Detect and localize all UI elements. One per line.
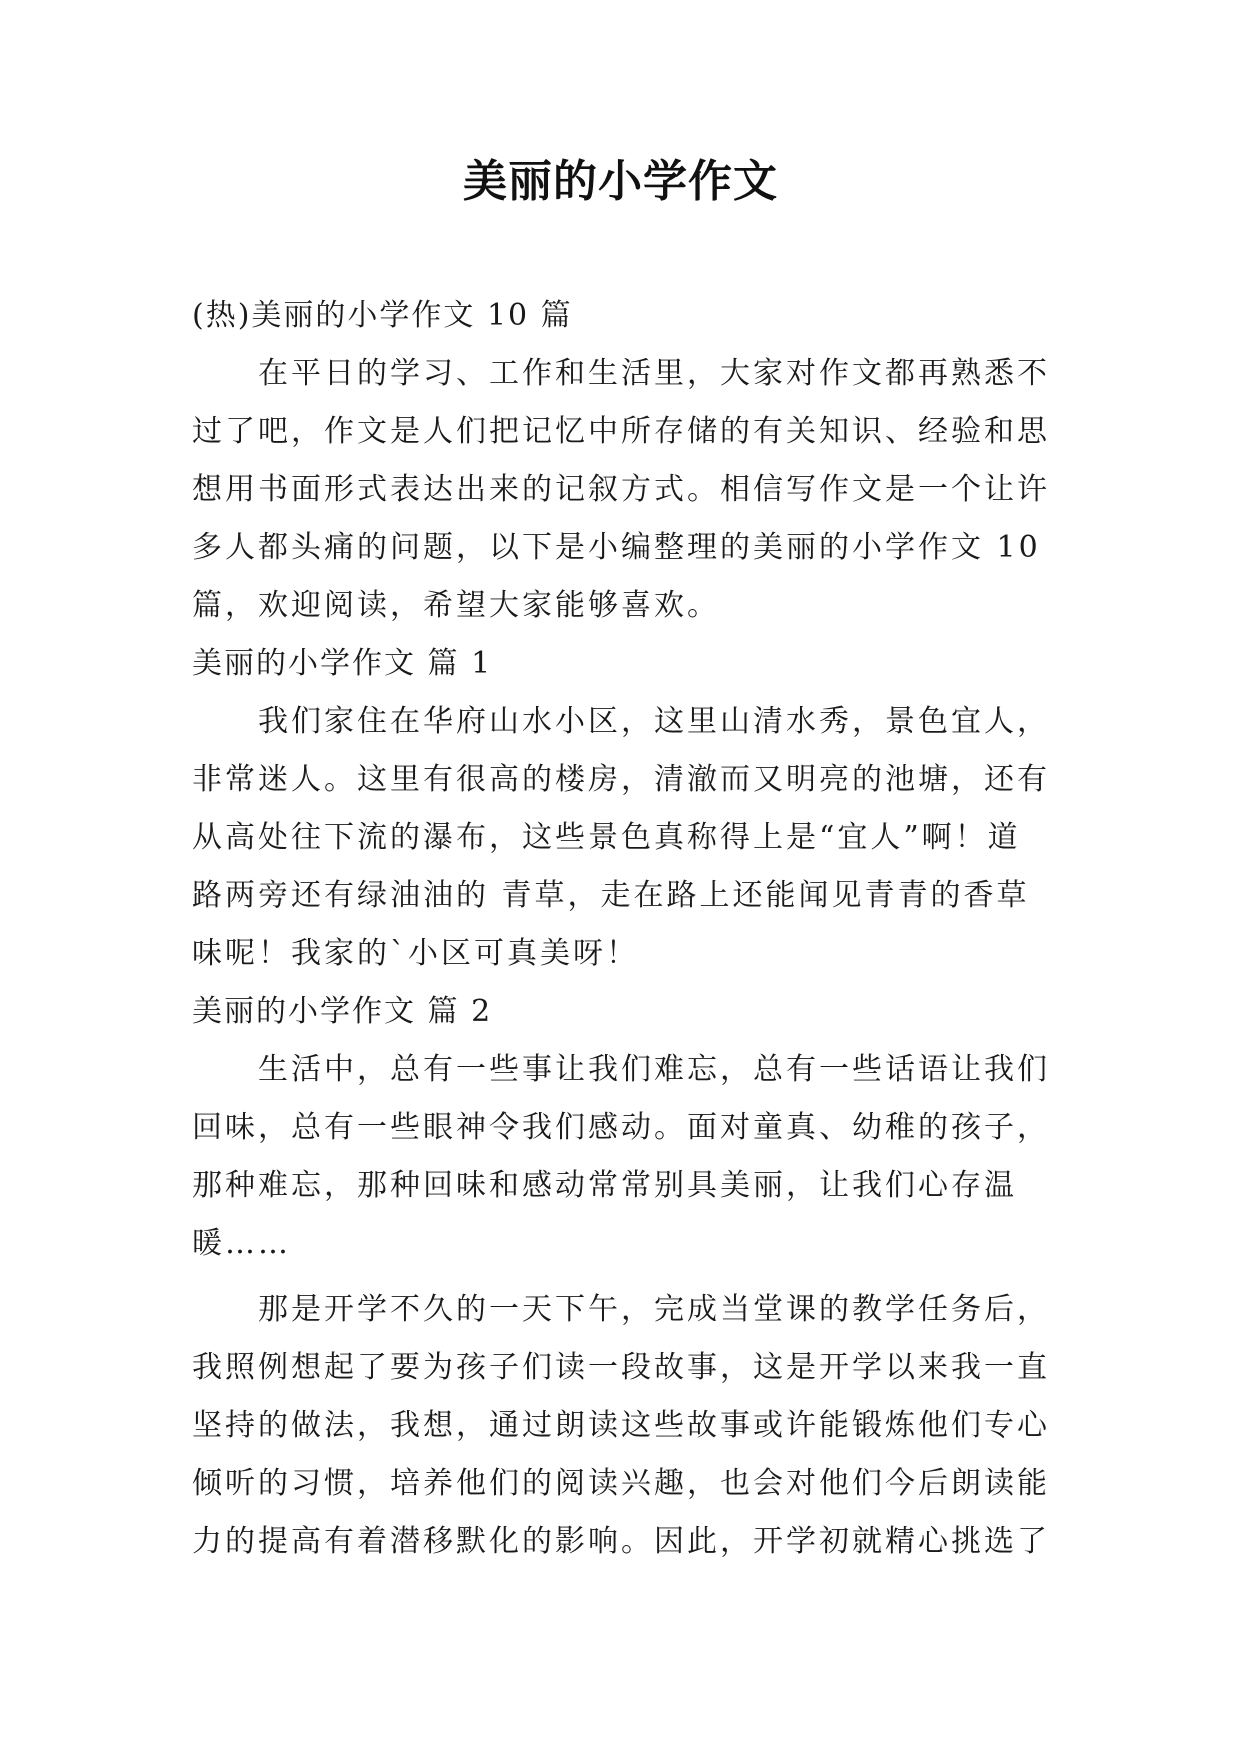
section-1-line: 味呢！我家的`小区可真美呀！ xyxy=(192,936,639,971)
section-2-line: 坚持的做法，我想，通过朗读这些故事或许能锻炼他们专心 xyxy=(192,1408,1050,1443)
section-1-line: 非常迷人。这里有很高的楼房，清澈而又明亮的池塘，还有 xyxy=(192,762,1050,797)
section-heading-2: 美丽的小学作文 篇 2 xyxy=(192,994,493,1029)
intro-line: 在平日的学习、工作和生活里，大家对作文都再熟悉不 xyxy=(192,356,1050,391)
section-2-line: 力的提高有着潜移默化的影响。因此，开学初就精心挑选了 xyxy=(192,1524,1050,1559)
paragraph-spacer xyxy=(192,1273,1050,1281)
section-2-line: 暖…… xyxy=(192,1226,291,1261)
section-2-line: 那种难忘，那种回味和感动常常别具美丽，让我们心存温 xyxy=(192,1168,1017,1203)
section-2-line: 我照例想起了要为孩子们读一段故事，这是开学以来我一直 xyxy=(192,1350,1050,1385)
document-body xyxy=(192,287,1050,1571)
intro-line: 多人都头痛的问题，以下是小编整理的美丽的小学作文 10 xyxy=(192,530,1041,565)
section-1-line: 路两旁还有绿油油的 青草，走在路上还能闻见青青的香草 xyxy=(192,878,1030,913)
section-2-line: 生活中，总有一些事让我们难忘，总有一些话语让我们 xyxy=(192,1052,1050,1087)
intro-line: 过了吧，作文是人们把记忆中所存储的有关知识、经验和思 xyxy=(192,414,1050,449)
section-2-line: 倾听的习惯，培养他们的阅读兴趣，也会对他们今后朗读能 xyxy=(192,1466,1050,1501)
intro-line: 想用书面形式表达出来的记叙方式。相信写作文是一个让许 xyxy=(192,472,1050,507)
section-2-line: 回味，总有一些眼神令我们感动。面对童真、幼稚的孩子， xyxy=(192,1110,1050,1145)
subtitle: (热)美丽的小学作文 10 篇 xyxy=(192,298,573,333)
section-2-line: 那是开学不久的一天下午，完成当堂课的教学任务后， xyxy=(192,1292,1050,1327)
section-1-line: 我们家住在华府山水小区，这里山清水秀，景色宜人， xyxy=(192,704,1050,739)
page-title: 美丽的小学作文 xyxy=(463,156,778,207)
intro-line: 篇，欢迎阅读，希望大家能够喜欢。 xyxy=(192,588,720,623)
section-1-line: 从高处往下流的瀑布，这些景色真称得上是“宜人”啊！道 xyxy=(192,820,1021,855)
section-heading-1: 美丽的小学作文 篇 1 xyxy=(192,646,493,681)
